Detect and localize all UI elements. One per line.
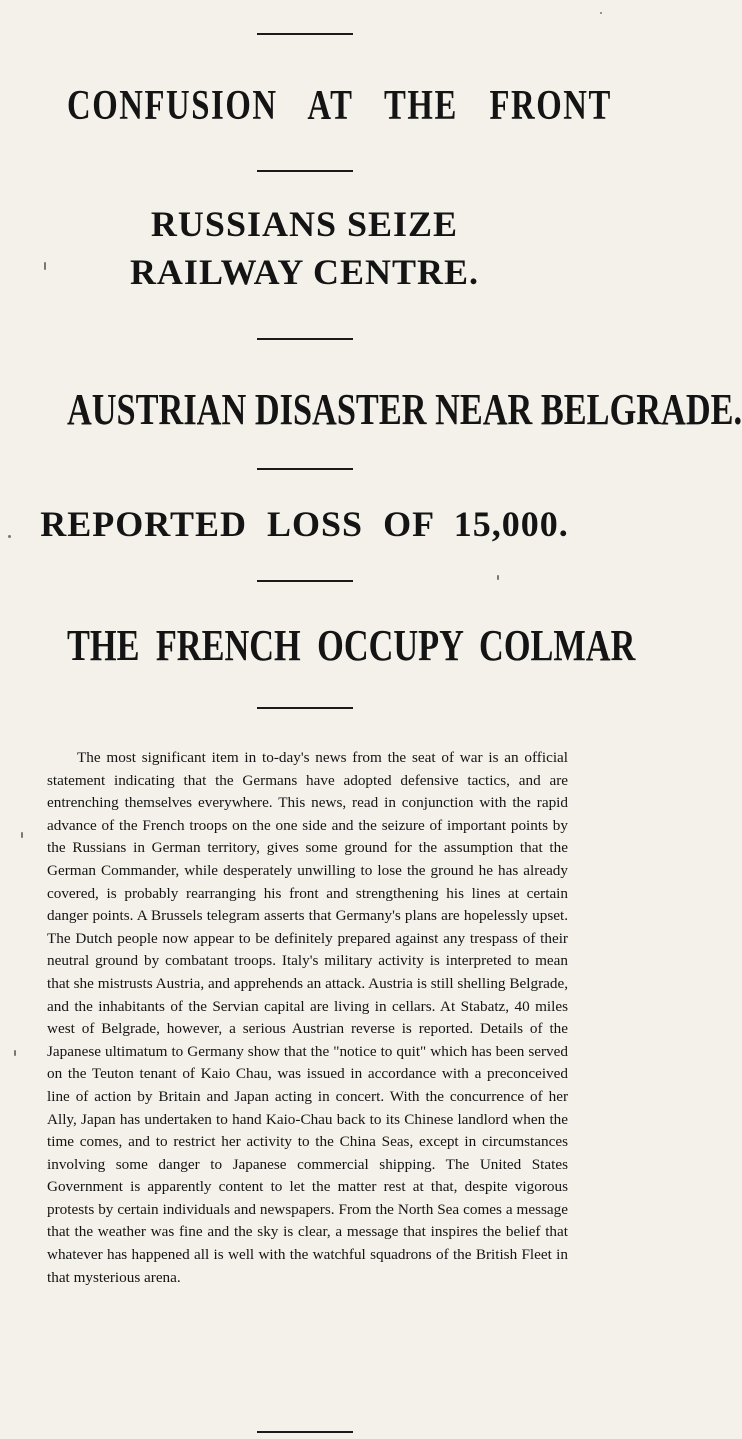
print-speck [44,262,46,270]
divider-rule [257,338,353,340]
print-speck [600,12,602,14]
divider-rule [257,468,353,470]
headline-reported-loss: REPORTED LOSS OF 15,000. [40,504,569,544]
print-speck [21,832,23,838]
divider-rule [257,580,353,582]
print-speck [14,1050,16,1056]
divider-rule [257,170,353,172]
divider-rule [257,707,353,709]
headline-russians-seize-railway [0,200,609,296]
headline-text: RUSSIANS SEIZE RAILWAY CENTRE. [129,204,480,292]
print-speck [8,535,11,538]
headline-austrian-disaster: AUSTRIAN DISASTER NEAR BELGRADE. [66,385,742,434]
headline-french-occupy-colmar: THE FRENCH OCCUPY COLMAR [66,621,636,670]
divider-rule [257,1431,353,1433]
headline-confusion-at-the-front: CONFUSION AT THE FRONT [66,83,612,129]
print-speck [497,575,499,580]
divider-rule [257,33,353,35]
article-body: The most significant item in to-day's news from the seat of war is an official statement indicating that the Germans have adopted defensive tactics, and are entrenching themselves everywhere. This news, read in conjunction with the rapid advance of the French troops on the one side and the seizure of important points by the Russians in German territory, gives some ground for the assumption that the German Commander, while desperately unwilling to lose the ground he has already covered, is probably rearranging his front and strengthening his lines at certain danger points. A Brussels telegram asserts that Germany's plans are hopelessly upset. The Dutch people now appear to be definitely prepared against any trespass of their neutral ground by combatant troops. Italy's military activity is interpreted to mean that she mistrusts Austria, and apprehends an attack. Austria is still shelling Belgrade, and the inhabitants of the Servian capital are living in cellars. At Stabatz, 40 miles west of Belgrade, however, a serious Austrian reverse is reported. Details of the Japanese ultimatum to Germany show that the "notice to quit" which has been served on the Teuton tenant of Kaio Chau, was issued in accordance with a preconceived line of action by Britain and Japan acting in concert. With the concurrence of her Ally, Japan has undertaken to hand Kaio-Chau back to its Chinese landlord when the time comes, and to restrict her activity to the China Seas, except in circumstances involving some danger to Japanese commercial shipping. The United States Government is apparently content to let the matter rest at that, despite vigorous protests by certain individuals and newspapers. From the North Sea comes a message that the weather was fine and the sky is clear, a message that inspires the belief that whatever has happened all is well with the watchful squadrons of the British Fleet in that mysterious arena. [47,749,568,1286]
